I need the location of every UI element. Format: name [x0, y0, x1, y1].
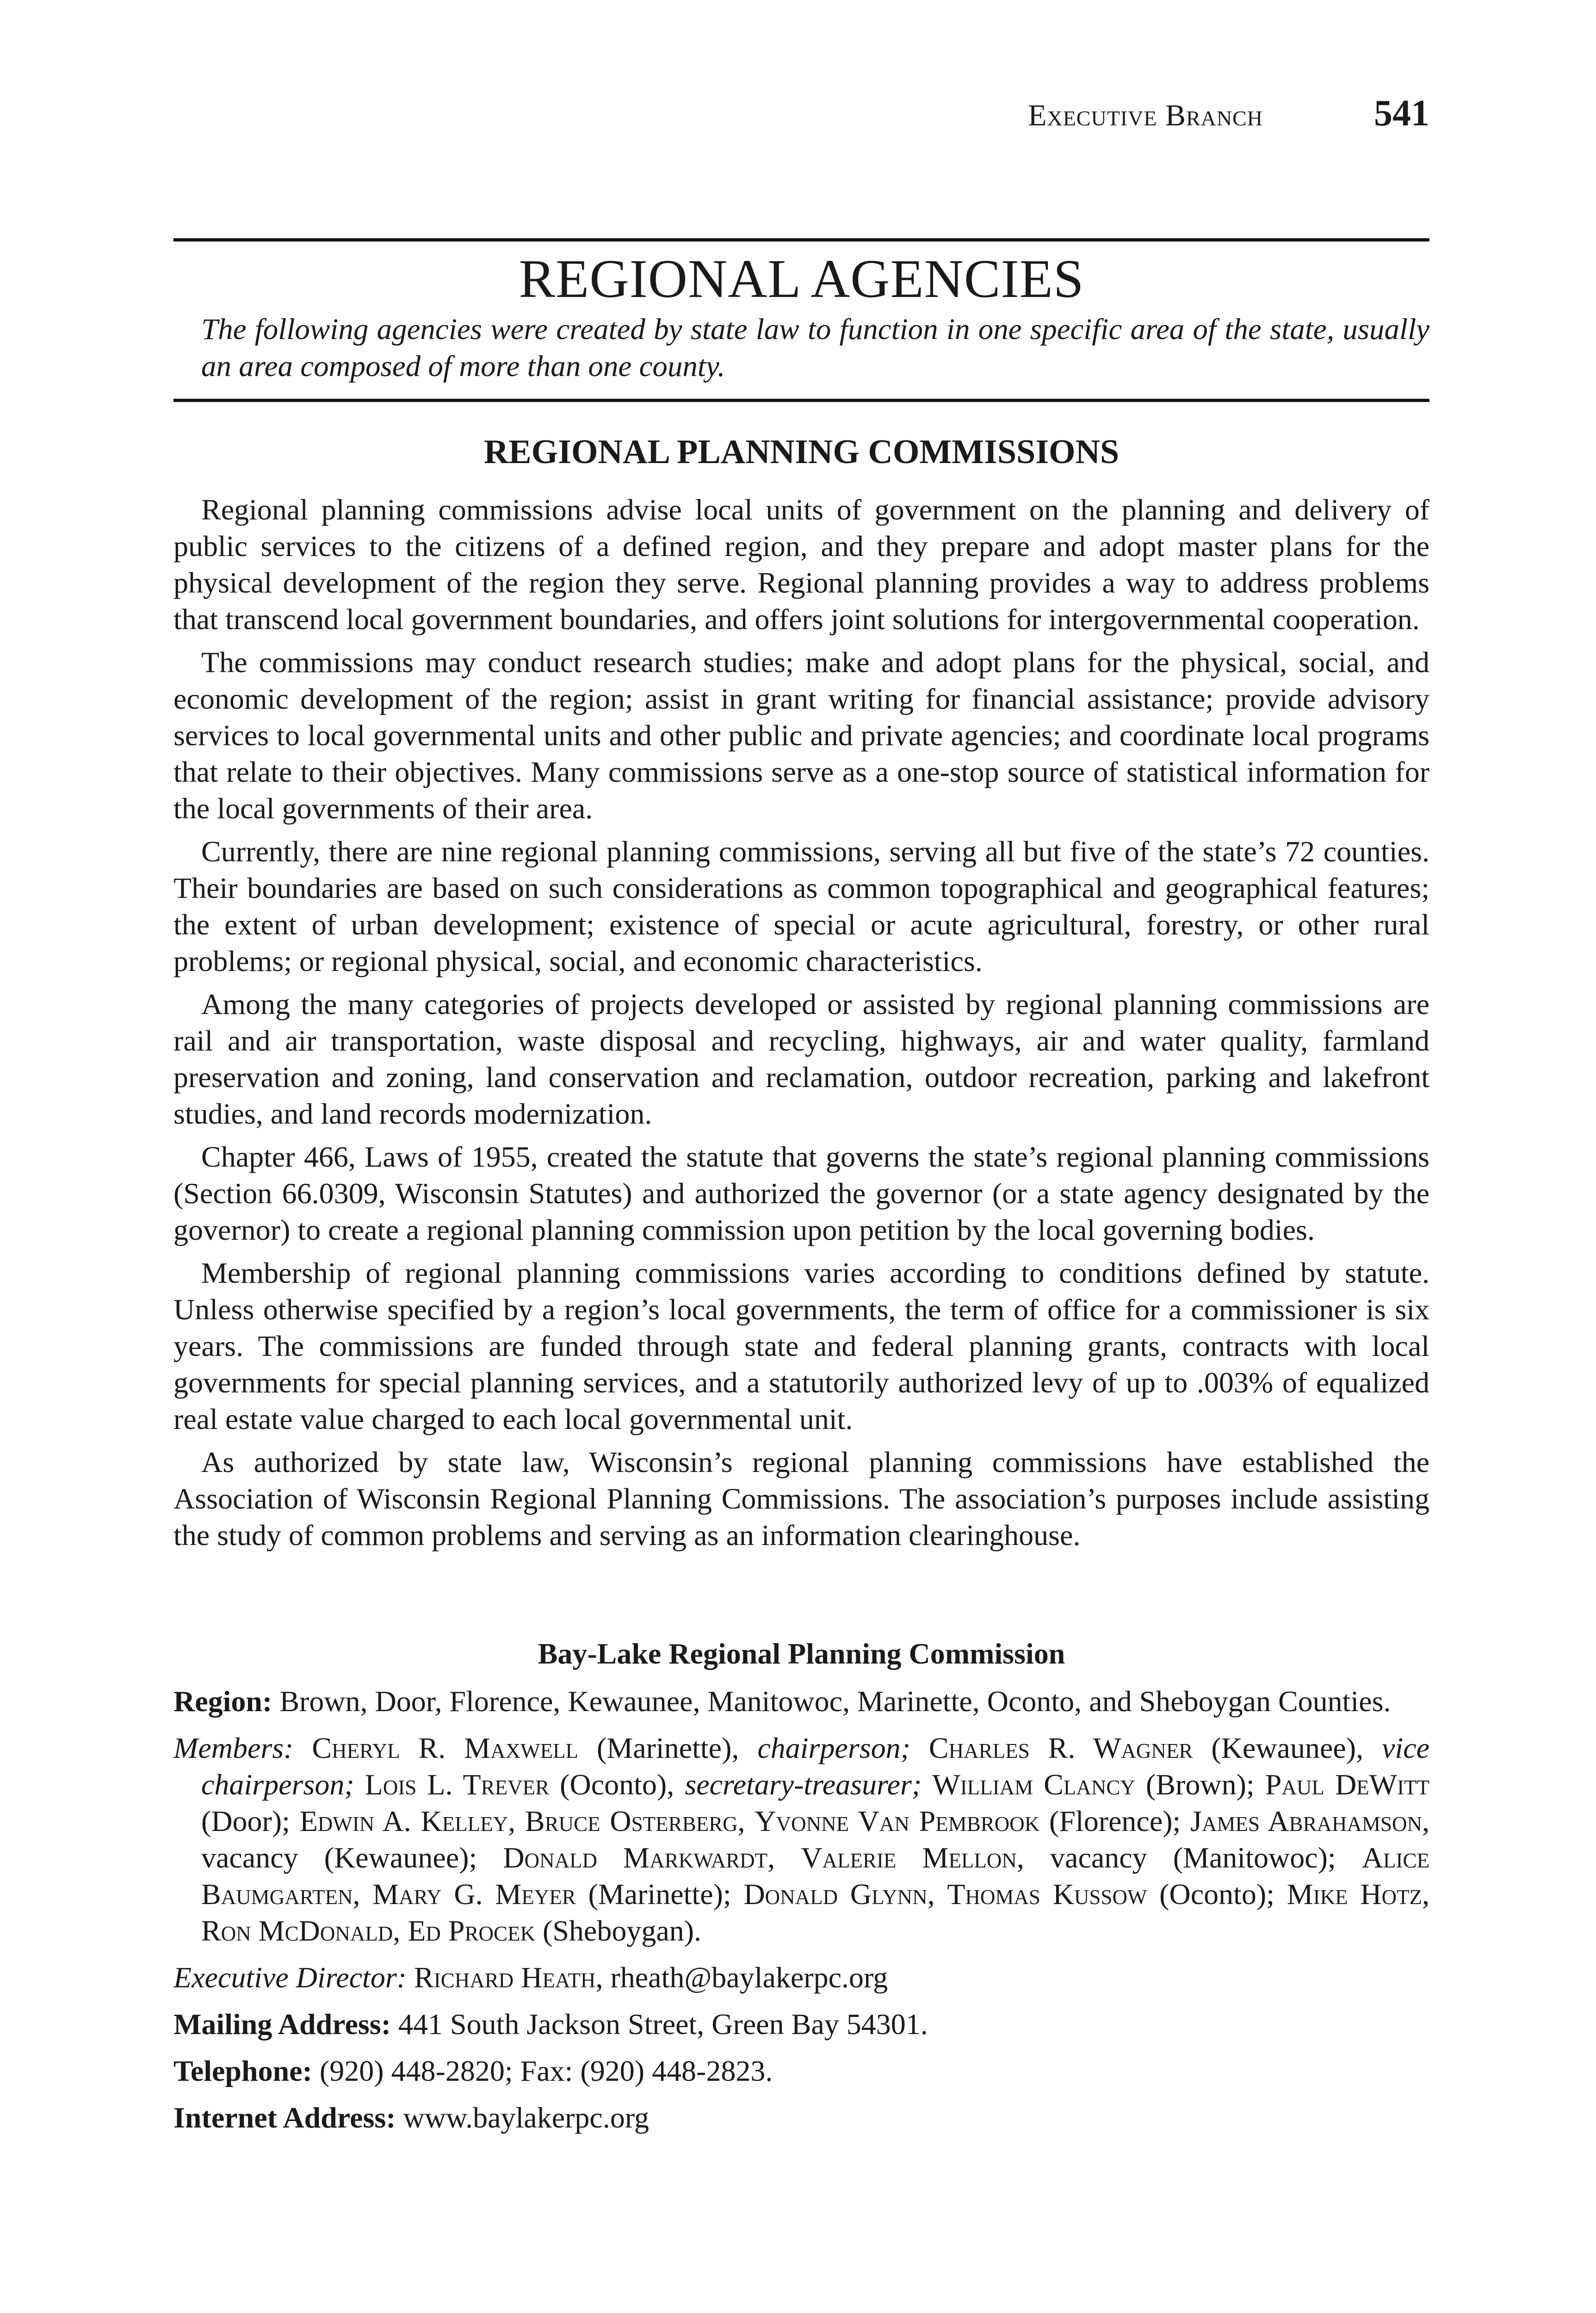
member-name: Valerie Mellon	[801, 1841, 1017, 1874]
members-entry	[173, 1730, 1429, 1949]
member-name: William Clancy	[932, 1768, 1135, 1801]
member-name: Paul DeWitt	[1265, 1768, 1430, 1801]
bottom-rule	[173, 399, 1429, 402]
member-text: ,	[508, 1805, 525, 1837]
body-text	[173, 491, 1429, 1560]
commission-entry	[173, 1635, 1429, 2146]
region-entry	[173, 1683, 1429, 1719]
member-role: secretary-treasurer;	[685, 1768, 933, 1801]
commission-name: Bay-Lake Regional Planning Commission	[538, 1637, 1065, 1670]
paragraph: Chapter 466, Laws of 1955, created the statute that governs the state’s regional planning commissions (Section 66.0309, Wisconsin Statutes) and authorized the governor (or a state agency designated by the governor) to create a regional planning commission upon petition by the local governing bodies.	[173, 1140, 1429, 1246]
members-list	[201, 1732, 1429, 1947]
internet-value[interactable]: www.baylakerpc.org	[403, 2101, 649, 2134]
member-name: Alice Baumgarten	[201, 1841, 1430, 1911]
member-name: Mike Hotz	[1287, 1878, 1423, 1911]
member-text: (Marinette),	[578, 1732, 758, 1764]
member-text: ,	[767, 1841, 801, 1874]
member-text: ,	[927, 1878, 947, 1911]
paragraph: Among the many categories of projects developed or assisted by regional planning commissions are rail and air transportation, waste disposal and recycling, highways, air and water quality, farmland preservation and zoning, land conservation and reclamation, outdoor recreation, parking and lakefront studies, and land records modernization.	[173, 988, 1429, 1130]
region-label: Region:	[173, 1685, 272, 1718]
telephone-label: Telephone:	[173, 2054, 312, 2087]
member-name: Ed Procek	[408, 1914, 536, 1947]
member-name: Ron McDonald	[201, 1914, 393, 1947]
main-title: REGIONAL AGENCIES	[519, 248, 1084, 309]
members-label: Members:	[173, 1732, 294, 1764]
member-text: (Brown);	[1135, 1768, 1265, 1801]
mailing-value: 441 South Jackson Street, Green Bay 54301.	[398, 2008, 928, 2041]
section-title: REGIONAL PLANNING COMMISSIONS	[483, 433, 1120, 471]
paragraph: The commissions may conduct research studies; make and adopt plans for the physical, social, and economic development of the region; assist in grant writing for financial assistance; provide advisory services to local governmental units and other public and private agencies; and coordinate local programs that relate to their objectives. Many commissions serve as a one-stop source of statistical information for the local governments of their area.	[173, 646, 1429, 825]
paragraph: Regional planning commissions advise local units of government on the planning and delivery of public services to the citizens of a defined region, and they prepare and adopt master plans for the physical development of the region they serve. Regional planning provides a way to address problems that transcend local government boundaries, and offers joint solutions for intergovernmental cooperation.	[173, 493, 1429, 636]
telephone-value: (920) 448-2820; Fax: (920) 448-2823.	[319, 2054, 773, 2087]
member-text: (Door);	[201, 1805, 300, 1837]
page-number: 541	[1374, 93, 1429, 134]
member-role: chairperson;	[757, 1732, 929, 1764]
telephone-entry	[173, 2053, 1429, 2089]
member-text: , vacancy (Manitowoc);	[1016, 1841, 1362, 1874]
member-name: James Abrahamson	[1190, 1805, 1423, 1837]
member-text: ,	[737, 1805, 755, 1837]
paragraph: Currently, there are nine regional planning commissions, serving all but five of the state’s 72 counties. Their boundaries are based on such considerations as common topographical and geographical features; the extent of urban development; existence of special or acute agricultural, forestry, or other rural problems; or regional physical, social, and economic characteristics.	[173, 835, 1429, 977]
internet-label: Internet Address:	[173, 2101, 396, 2134]
member-name: Yvonne Van Pembrook	[755, 1805, 1040, 1837]
director-entry	[173, 1959, 1429, 1996]
member-text: ,	[393, 1914, 408, 1947]
internet-entry	[173, 2099, 1429, 2136]
paragraph: Membership of regional planning commissions varies according to conditions defined by statute. Unless otherwise specified by a region’s local governments, the term of office for a commissioner is six years. The commissions are funded through state and federal planning grants, contracts with local governments for special planning services, and a statutorily authorized levy of up to .003% of equalized real estate value charged to each local governmental unit.	[173, 1256, 1429, 1435]
director-email[interactable]: , rheath@baylakerpc.org	[595, 1961, 888, 1994]
member-text: ,	[353, 1878, 373, 1911]
member-text: (Florence);	[1039, 1805, 1191, 1837]
member-text: (Sheboygan).	[535, 1914, 702, 1947]
member-name: Mary G. Meyer	[372, 1878, 576, 1911]
section-name: Executive Branch	[1028, 99, 1263, 132]
member-text: , vacancy (Kewaunee);	[201, 1805, 1430, 1874]
member-name: Cheryl R. Maxwell	[312, 1732, 579, 1764]
intro-text: The following agencies were created by state law to function in one specific area of the state, usually an area composed of more than one county.	[201, 313, 1429, 383]
member-text: (Marinette);	[575, 1878, 744, 1911]
member-name: Charles R. Wagner	[928, 1732, 1193, 1764]
director-name: Richard Heath	[414, 1961, 596, 1994]
member-text: (Kewaunee),	[1193, 1732, 1382, 1764]
region-value: Brown, Door, Florence, Kewaunee, Manitowoc, Marinette, Oconto, and Sheboygan Counties.	[279, 1685, 1391, 1718]
member-name: Edwin A. Kelley	[299, 1805, 508, 1837]
member-text: (Oconto),	[549, 1768, 685, 1801]
member-name: Donald Markwardt	[503, 1841, 768, 1874]
running-head	[173, 93, 1429, 143]
top-rule	[173, 238, 1429, 241]
member-text: (Oconto);	[1147, 1878, 1287, 1911]
member-name: Lois L. Trever	[365, 1768, 550, 1801]
mailing-entry	[173, 2006, 1429, 2042]
member-role: vice chairperson;	[201, 1732, 1430, 1801]
mailing-label: Mailing Address:	[173, 2008, 391, 2041]
member-name: Bruce Osterberg	[525, 1805, 738, 1837]
director-label: Executive Director:	[173, 1961, 407, 1994]
member-name: Donald Glynn	[743, 1878, 928, 1911]
paragraph: As authorized by state law, Wisconsin’s regional planning commissions have established the Association of Wisconsin Regional Planning Commissions. The association’s purposes include assisting the study of common problems and serving as an information clearinghouse.	[173, 1446, 1429, 1552]
member-text: ,	[1422, 1878, 1430, 1911]
member-name: Thomas Kussow	[947, 1878, 1147, 1911]
